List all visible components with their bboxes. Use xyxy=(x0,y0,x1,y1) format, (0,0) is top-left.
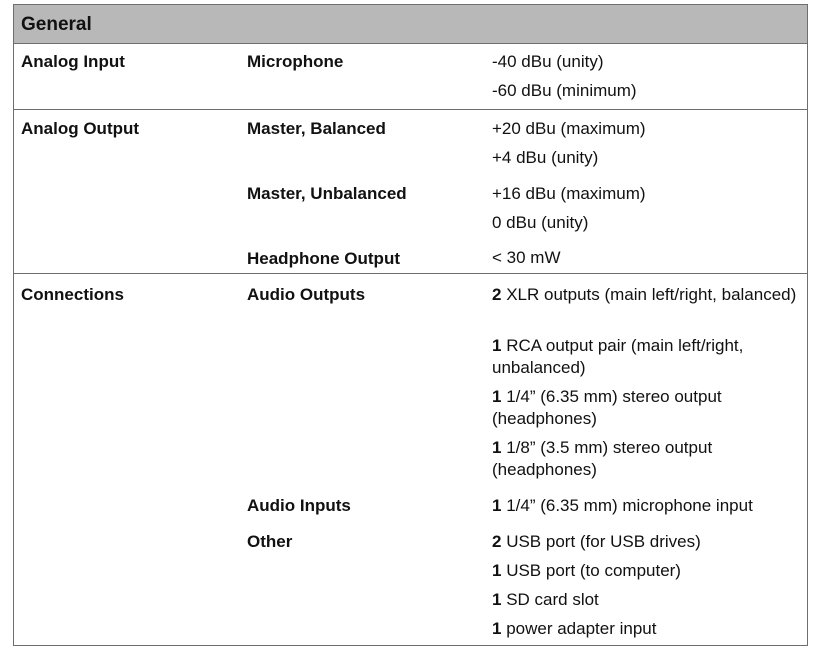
group-analog-output xyxy=(14,110,807,274)
quantity: 1 xyxy=(492,387,502,406)
row-label: Audio Inputs xyxy=(247,496,351,515)
table-header: General xyxy=(14,5,807,44)
row-label: Other xyxy=(247,532,293,551)
category-label: Analog Input xyxy=(21,52,125,71)
row-label: Master, Balanced xyxy=(247,119,386,138)
group-analog-input xyxy=(14,44,807,110)
value-text: 1/4” (6.35 mm) microphone input xyxy=(501,496,753,515)
value: -60 dBu (minimum) xyxy=(492,81,637,100)
value-text: USB port (for USB drives) xyxy=(501,532,701,551)
value: +16 dBu (maximum) xyxy=(492,184,646,203)
value-text: USB port (to computer) xyxy=(501,561,681,580)
value xyxy=(492,531,802,553)
value: 0 dBu (unity) xyxy=(492,213,589,232)
value-text: 1/8” (3.5 mm) stereo output (headphones) xyxy=(492,438,713,479)
value-text: XLR outputs (main left/right, balanced) xyxy=(501,285,797,304)
row-label: Audio Outputs xyxy=(247,285,366,304)
quantity: 1 xyxy=(492,496,502,515)
quantity: 1 xyxy=(492,561,502,580)
value xyxy=(492,284,802,306)
value-text: 1/4” (6.35 mm) stereo output (headphones) xyxy=(492,387,722,428)
quantity: 2 xyxy=(492,532,502,551)
value xyxy=(492,560,802,582)
category-label: Connections xyxy=(21,285,124,304)
value-text: SD card slot xyxy=(501,590,599,609)
value xyxy=(492,495,802,517)
value: -40 dBu (unity) xyxy=(492,52,604,71)
value xyxy=(492,335,802,379)
value: +4 dBu (unity) xyxy=(492,148,599,167)
value: < 30 mW xyxy=(492,248,561,267)
quantity: 1 xyxy=(492,619,502,638)
value: +20 dBu (maximum) xyxy=(492,119,646,138)
value xyxy=(492,589,802,611)
value xyxy=(492,386,802,430)
row-label: Headphone Output xyxy=(247,249,400,268)
group-connections xyxy=(14,274,807,646)
category-label: Analog Output xyxy=(21,119,140,138)
row-label: Master, Unbalanced xyxy=(247,184,407,203)
value xyxy=(492,618,802,640)
quantity: 2 xyxy=(492,285,502,304)
value-text: power adapter input xyxy=(501,619,657,638)
quantity: 1 xyxy=(492,590,502,609)
value xyxy=(492,437,802,481)
specs-table xyxy=(13,4,808,646)
quantity: 1 xyxy=(492,336,502,355)
quantity: 1 xyxy=(492,438,502,457)
row-label: Microphone xyxy=(247,52,344,71)
value-text: RCA output pair (main left/right, unbalanced) xyxy=(492,336,744,377)
